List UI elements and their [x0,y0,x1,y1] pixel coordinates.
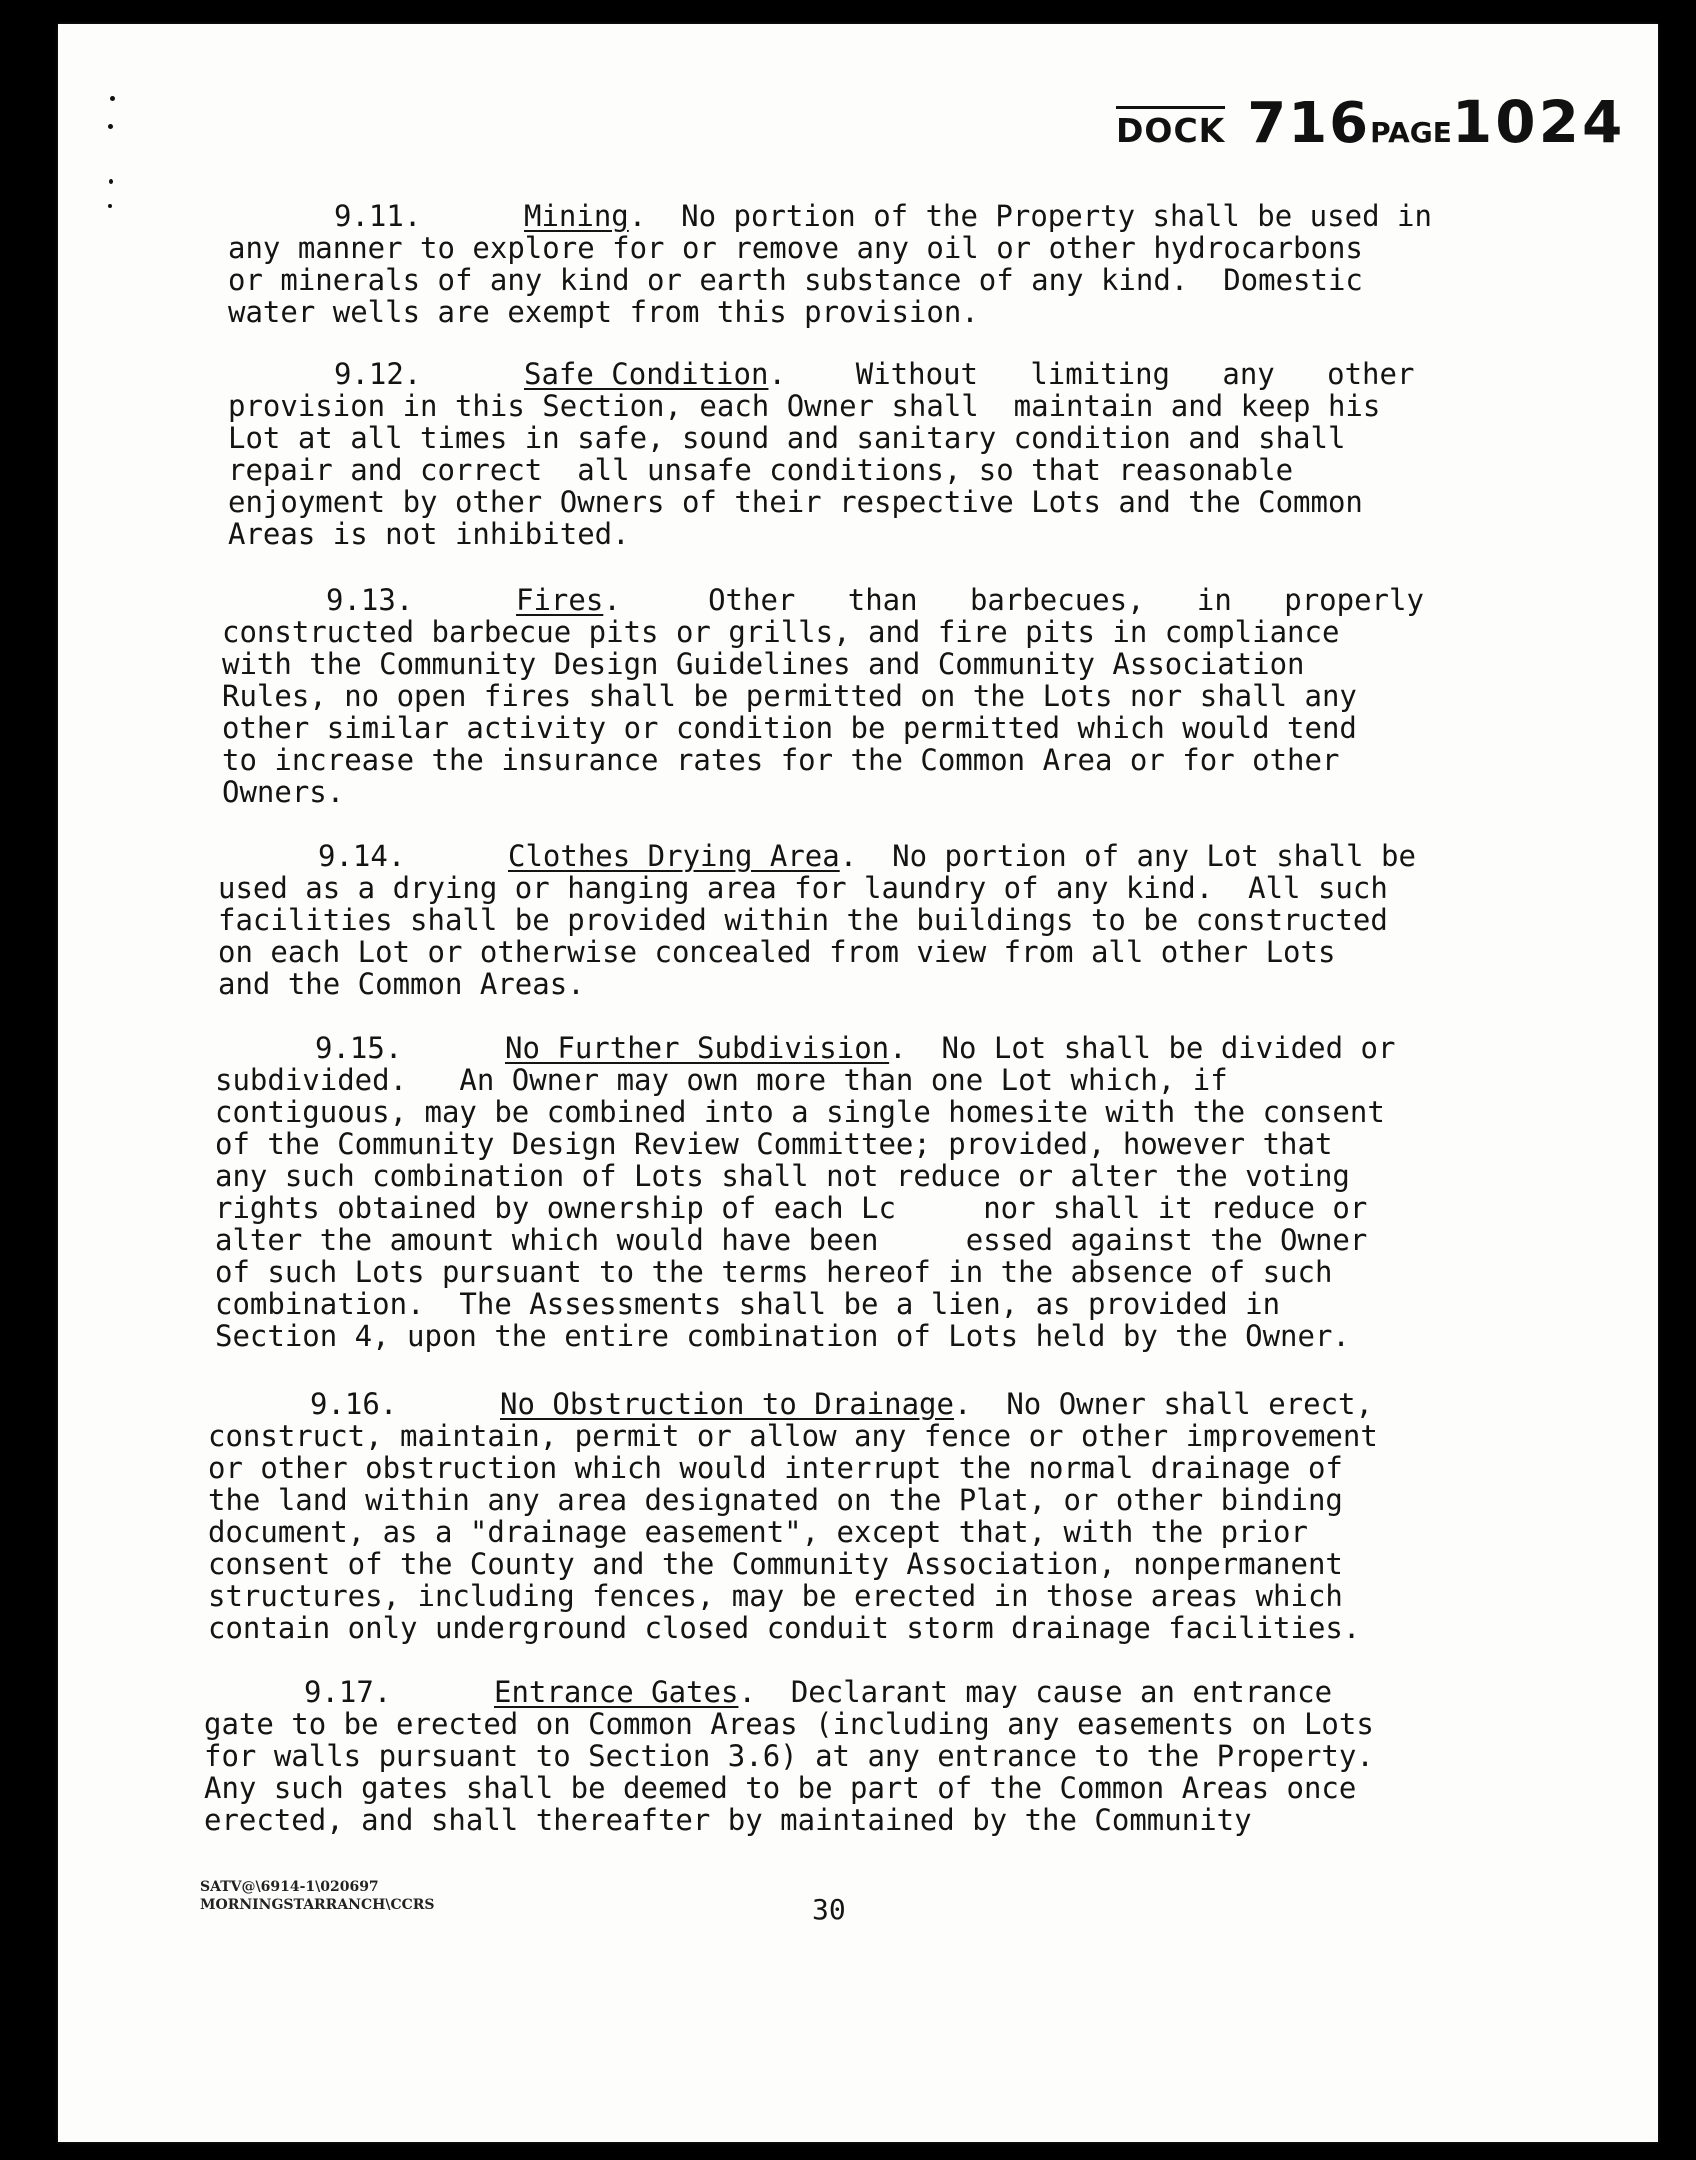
section-line: structures, including fences, may be erected in those areas which [208,1579,1343,1613]
section-first-line-text: . Declarant may cause an entrance [738,1675,1333,1709]
section-heading: Clothes Drying Area [508,839,840,873]
section-line: provision in this Section, each Owner shall maintain and keep his [228,389,1381,423]
book-page-stamp [1116,88,1625,156]
page-label: PAGE [1370,116,1452,149]
section-number: 9.17. [304,1675,392,1709]
section-line: Areas is not inhibited. [228,517,630,551]
section-line: combination. The Assessments shall be a lien, as provided in [215,1287,1281,1321]
section-line: any manner to explore for or remove any oil or other hydrocarbons [228,231,1363,265]
section-first-line [215,1032,1473,1064]
section-first-line-text: . No Lot shall be divided or [889,1031,1396,1065]
section-line: other similar activity or condition be permitted which would tend [222,711,1357,745]
section-line: or minerals of any kind or earth substance of any kind. Domestic [228,263,1363,297]
section-first-line [228,358,1483,390]
section-line: used as a drying or hanging area for laundry of any kind. All such [218,871,1388,905]
section-line: on each Lot or otherwise concealed from view from all other Lots [218,935,1336,969]
section-first-line [218,840,1476,872]
section-line: Owners. [222,775,345,809]
section-first-line [208,1388,1466,1420]
section-line: water wells are exempt from this provision. [228,295,979,329]
section-line: alter the amount which would have been essed against the Owner [215,1223,1368,1257]
stamp-page-number: 1024 [1451,88,1626,156]
section-9-11 [228,200,1483,328]
section-heading: No Obstruction to Drainage [500,1387,954,1421]
section-line: the land within any area designated on the Plat, or other binding [208,1483,1343,1517]
section-line: any such combination of Lots shall not reduce or alter the voting [215,1159,1350,1193]
section-number: 9.13. [326,583,414,617]
section-line: document, as a "drainage easement", except that, with the prior [208,1515,1308,1549]
section-number: 9.15. [315,1031,403,1065]
section-first-line-text: . No Owner shall erect, [953,1387,1373,1421]
dock-label: DOCK [1116,106,1225,150]
section-9-14 [218,840,1476,1000]
section-9-13 [222,584,1477,808]
section-line: contiguous, may be combined into a single homesite with the consent [215,1095,1385,1129]
section-line: facilities shall be provided within the buildings to be constructed [218,903,1388,937]
book-number: 716 [1247,91,1371,156]
section-line: with the Community Design Guidelines and Community Association [222,647,1305,681]
section-line: constructed barbecue pits or grills, and fire pits in compliance [222,615,1340,649]
section-first-line [228,200,1483,232]
section-first-line-text: . Other than barbecues, in properly [603,583,1424,617]
section-heading: Fires [516,583,604,617]
section-line: contain only underground closed conduit storm drainage facilities. [208,1611,1361,1645]
file-code-line: MORNINGSTARRANCH\CCRS [200,1897,435,1913]
page-number: 30 [812,1893,846,1926]
section-line: of such Lots pursuant to the terms hereof in the absence of such [215,1255,1333,1289]
section-heading: Entrance Gates [494,1675,739,1709]
section-line: Section 4, upon the entire combination of Lots held by the Owner. [215,1319,1350,1353]
section-first-line-text: . Without limiting any other [768,357,1415,391]
section-first-line-text: . No portion of the Property shall be used in [628,199,1432,233]
section-9-17 [204,1676,1462,1836]
section-line: and the Common Areas. [218,967,585,1001]
section-9-12 [228,358,1483,550]
section-line: enjoyment by other Owners of their respective Lots and the Common [228,485,1363,519]
scan-speck [109,179,113,184]
section-first-line [204,1676,1462,1708]
section-line: construct, maintain, permit or allow any fence or other improvement [208,1419,1378,1453]
section-line: erected, and shall thereafter by maintained by the Community [204,1803,1252,1837]
section-line: or other obstruction which would interrupt the normal drainage of [208,1451,1343,1485]
section-number: 9.12. [334,357,422,391]
section-line: Rules, no open fires shall be permitted on the Lots nor shall any [222,679,1357,713]
section-first-line-text: . No portion of any Lot shall be [839,839,1416,873]
section-heading: No Further Subdivision [505,1031,890,1065]
section-line: subdivided. An Owner may own more than one Lot which, if [215,1063,1228,1097]
scan-speck [110,96,115,101]
section-line: for walls pursuant to Section 3.6) at any entrance to the Property. [204,1739,1374,1773]
document-file-code [200,1878,435,1914]
section-line: gate to be erected on Common Areas (including any easements on Lots [204,1707,1374,1741]
file-code-line: SATV@\6914-1\020697 [200,1879,379,1895]
scan-speck [108,204,112,208]
section-line: to increase the insurance rates for the Common Area or for other [222,743,1340,777]
section-9-16 [208,1388,1466,1644]
section-line: rights obtained by ownership of each Lc nor shall it reduce or [215,1191,1368,1225]
section-number: 9.16. [310,1387,398,1421]
section-heading: Safe Condition [524,357,769,391]
section-number: 9.14. [318,839,406,873]
section-first-line [222,584,1477,616]
section-number: 9.11. [334,199,422,233]
scan-speck [108,124,113,129]
section-line: repair and correct all unsafe conditions, so that reasonable [228,453,1294,487]
section-line: Any such gates shall be deemed to be part of the Common Areas once [204,1771,1357,1805]
section-9-15 [215,1032,1473,1352]
section-line: consent of the County and the Community Association, nonpermanent [208,1547,1343,1581]
section-line: Lot at all times in safe, sound and sanitary condition and shall [228,421,1346,455]
section-line: of the Community Design Review Committee; provided, however that [215,1127,1333,1161]
section-heading: Mining [524,199,629,233]
